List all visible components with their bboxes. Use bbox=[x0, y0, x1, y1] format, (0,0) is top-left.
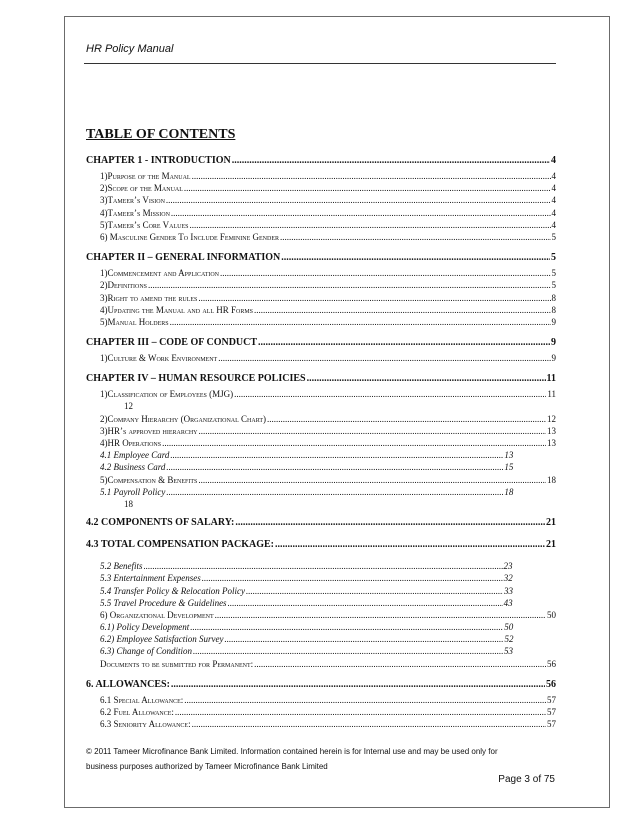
toc-entry-title: 3)Tameer’s Vision bbox=[100, 195, 165, 206]
toc-entry-title: 3)HR’s approved hierarchy bbox=[100, 425, 198, 436]
toc-entry-page: 4 bbox=[551, 207, 556, 218]
toc-entry-page: 53 bbox=[504, 646, 513, 657]
toc-entry-title: 6) Organizational Development bbox=[100, 609, 214, 620]
toc-dot-leader bbox=[281, 249, 550, 267]
toc-entry-page: 4 bbox=[551, 155, 556, 166]
toc-chapter-entry[interactable] bbox=[86, 514, 556, 532]
toc-entry-page: 5 bbox=[551, 280, 556, 291]
toc-entry-title: 5)Tameer’s Core Values bbox=[100, 219, 189, 230]
toc-entry-title: 5.4 Transfer Policy & Relocation Policy bbox=[100, 585, 245, 596]
toc-entry-title: 5.1 Payroll Policy bbox=[100, 486, 166, 497]
toc-section-entry[interactable] bbox=[86, 486, 556, 498]
toc-section-entry[interactable] bbox=[86, 706, 556, 718]
toc-dot-leader bbox=[175, 706, 546, 718]
toc-chapter-entry[interactable] bbox=[86, 249, 556, 267]
toc-entry-page: 4 bbox=[551, 219, 556, 230]
toc-dot-leader bbox=[166, 486, 503, 498]
toc-section-entry[interactable] bbox=[86, 621, 556, 633]
toc-entry-title: 1)Purpose of the Manual bbox=[100, 171, 191, 181]
copyright-notice bbox=[86, 744, 556, 774]
toc-entry-title: 4.3 TOTAL COMPENSATION PACKAGE: bbox=[86, 539, 274, 551]
toc-section-entry[interactable] bbox=[86, 425, 556, 437]
toc-dot-leader bbox=[166, 194, 551, 206]
toc-dot-leader bbox=[280, 231, 551, 243]
toc-dot-leader bbox=[254, 304, 550, 316]
toc-entry-page: 18 bbox=[547, 474, 556, 485]
toc-section-entry[interactable] bbox=[86, 645, 556, 657]
toc-dot-leader bbox=[162, 437, 546, 449]
toc-entry-page: 52 bbox=[504, 634, 514, 645]
toc-dot-leader bbox=[193, 645, 503, 657]
toc-entry-title: 2)Definitions bbox=[100, 280, 147, 291]
toc-section-entry[interactable] bbox=[86, 572, 556, 584]
toc-section-entry[interactable] bbox=[86, 718, 556, 730]
toc-continuation-page: 18 bbox=[124, 498, 133, 509]
toc-section-entry[interactable] bbox=[86, 560, 556, 572]
toc-section-entry[interactable] bbox=[86, 633, 556, 645]
toc-section-entry[interactable] bbox=[86, 170, 556, 182]
toc-dot-leader bbox=[148, 279, 551, 291]
toc-entry-page: 21 bbox=[546, 517, 556, 529]
toc-entry-page: 5 bbox=[551, 231, 556, 242]
toc-chapter-entry[interactable] bbox=[86, 334, 556, 352]
toc-entry-title: 4)Updating the Manual and all HR Forms bbox=[100, 304, 254, 315]
toc-dot-leader bbox=[228, 597, 503, 609]
toc-entry-title: Documents to be submitted for Permanent: bbox=[100, 658, 254, 669]
toc-entry-page: 12 bbox=[547, 413, 556, 424]
toc-dot-leader bbox=[190, 621, 503, 633]
toc-continuation-page: 12 bbox=[124, 401, 133, 412]
toc-section-entry[interactable] bbox=[86, 461, 556, 473]
toc-entry-title: 4.2 COMPONENTS OF SALARY: bbox=[86, 517, 235, 529]
toc-section-entry[interactable] bbox=[86, 279, 556, 291]
toc-dot-leader bbox=[234, 388, 546, 400]
toc-section-entry[interactable] bbox=[86, 437, 556, 449]
toc-entry-page: 50 bbox=[504, 622, 514, 633]
toc-entry-page: 33 bbox=[503, 585, 513, 596]
toc-dot-leader bbox=[198, 292, 550, 304]
toc-entry-title: 1)Commencement and Application bbox=[100, 268, 220, 279]
toc-entry-title: 4)Tameer’s Mission bbox=[100, 207, 170, 218]
toc-entry-title: 1)Culture & Work Environment bbox=[100, 353, 218, 364]
toc-entry-title: 6.2 Fuel Allowance: bbox=[100, 707, 174, 717]
copyright-line-2: business purposes authorized by Tameer Microfinance Bank Limited bbox=[86, 762, 328, 771]
toc-section-entry[interactable] bbox=[86, 292, 556, 304]
toc-section-entry[interactable] bbox=[86, 219, 556, 231]
toc-entry-title: 1)Classification of Employees (MJG) bbox=[100, 389, 234, 400]
copyright-line-1: © 2011 Tameer Microfinance Bank Limited. Information contained herein is for Internal use and may be used only for bbox=[86, 747, 498, 756]
toc-dot-leader bbox=[184, 694, 546, 706]
toc-dot-leader bbox=[199, 425, 546, 437]
toc-entry-title: 4)HR Operations bbox=[100, 438, 162, 448]
toc-section-entry[interactable] bbox=[86, 194, 556, 206]
toc-entry-page: 5 bbox=[551, 252, 556, 264]
toc-section-entry[interactable] bbox=[86, 609, 556, 621]
toc-entry-title: 5.5 Travel Procedure & Guidelines bbox=[100, 597, 227, 608]
toc-section-entry[interactable] bbox=[86, 449, 556, 461]
toc-entry-page: 23 bbox=[503, 561, 513, 572]
toc-entry-page: 57 bbox=[547, 707, 556, 717]
toc-chapter-entry[interactable] bbox=[86, 536, 556, 554]
toc-entry-page: 9 bbox=[551, 353, 556, 364]
toc-chapter-entry[interactable] bbox=[86, 370, 556, 388]
toc-entry-page: 13 bbox=[504, 450, 514, 461]
toc-entry-title: 6) Masculine Gender To Include Feminine Gender bbox=[100, 231, 279, 242]
toc-dot-leader bbox=[144, 560, 503, 572]
toc-entry-page: 15 bbox=[504, 462, 514, 473]
toc-dot-leader bbox=[202, 572, 503, 584]
toc-dot-leader bbox=[184, 182, 551, 194]
toc-entry-title: CHAPTER IV – HUMAN RESOURCE POLICIES bbox=[86, 373, 306, 385]
toc-entry-title: CHAPTER 1 - INTRODUCTION bbox=[86, 155, 231, 166]
toc-entry-title: 5.2 Benefits bbox=[100, 561, 143, 572]
toc-entry-title: 3)Right to amend the rules bbox=[100, 292, 198, 303]
toc-section-entry[interactable] bbox=[86, 316, 556, 328]
toc-entry-title: 6.1) Policy Development bbox=[100, 622, 190, 633]
toc-section-entry[interactable] bbox=[86, 658, 556, 670]
toc-dot-leader bbox=[220, 267, 550, 279]
toc-chapter-entry[interactable] bbox=[86, 676, 556, 694]
toc-dot-leader bbox=[254, 658, 546, 670]
toc-dot-leader bbox=[166, 461, 503, 473]
toc-dot-leader bbox=[246, 585, 503, 597]
toc-entry-title: 6.3 Seniority Allowance: bbox=[100, 719, 191, 730]
toc-dot-leader bbox=[171, 207, 551, 219]
toc-dot-leader bbox=[198, 474, 546, 486]
toc-section-entry[interactable] bbox=[86, 585, 556, 597]
toc-entry-page: 9 bbox=[551, 337, 556, 349]
page-number: Page 3 of 75 bbox=[498, 774, 555, 785]
toc-entry-page: 21 bbox=[546, 539, 556, 551]
toc-entry-title: 2)Scope of the Manual bbox=[100, 183, 183, 194]
toc-section-entry[interactable] bbox=[86, 182, 556, 194]
toc-entry-page: 18 bbox=[504, 486, 514, 497]
toc-entry-page: 57 bbox=[547, 694, 556, 705]
toc-entry-title: 6.2) Employee Satisfaction Survey bbox=[100, 634, 224, 645]
toc-entry-title: CHAPTER III – CODE OF CONDUCT bbox=[86, 337, 258, 349]
toc-entry-title: 6. ALLOWANCES: bbox=[86, 678, 170, 690]
toc-section-entry[interactable] bbox=[86, 304, 556, 316]
toc-section-entry[interactable] bbox=[86, 267, 556, 279]
toc-section-entry[interactable] bbox=[86, 474, 556, 486]
toc-entry-title: 2)Company Hierarchy (Organizational Chart) bbox=[100, 413, 266, 424]
toc-dot-leader bbox=[192, 718, 546, 730]
toc-entry-page: 4 bbox=[551, 183, 556, 194]
toc-entry-page: 13 bbox=[547, 425, 556, 436]
toc-section-entry[interactable] bbox=[86, 413, 556, 425]
toc-chapter-entry[interactable] bbox=[86, 152, 556, 170]
toc-entry-title: 5.3 Entertainment Expenses bbox=[100, 573, 201, 584]
toc-section-entry[interactable] bbox=[86, 352, 556, 364]
toc-section-entry[interactable] bbox=[86, 231, 556, 243]
toc-dot-leader bbox=[275, 536, 545, 554]
toc-title: TABLE OF CONTENTS bbox=[86, 127, 236, 142]
toc-dot-leader bbox=[170, 449, 503, 461]
toc-section-entry[interactable] bbox=[86, 207, 556, 219]
toc-entry-page: 4 bbox=[551, 195, 556, 206]
toc-entry-page: 57 bbox=[547, 719, 556, 730]
toc-entry-page: 56 bbox=[546, 678, 556, 690]
toc-section-entry[interactable] bbox=[86, 597, 556, 609]
toc-dot-leader bbox=[218, 352, 550, 364]
toc-entry-page: 8 bbox=[551, 304, 556, 315]
toc-entry-title: 5)Manual Holders bbox=[100, 316, 169, 327]
toc-dot-leader bbox=[170, 316, 551, 328]
header-rule bbox=[84, 63, 556, 64]
toc-entry-page: 11 bbox=[547, 389, 556, 400]
toc-dot-leader bbox=[235, 514, 545, 532]
toc-dot-leader bbox=[190, 219, 551, 231]
page-header: HR Policy Manual bbox=[86, 43, 174, 55]
toc-section-entry[interactable] bbox=[86, 694, 556, 706]
toc-entry-page: 13 bbox=[547, 438, 556, 448]
toc-entry-page: 32 bbox=[503, 573, 513, 584]
toc-entry-page: 11 bbox=[546, 373, 556, 385]
toc-entry-page: 8 bbox=[551, 292, 556, 303]
toc-entry-page: 43 bbox=[503, 597, 513, 608]
toc-entry-page: 5 bbox=[551, 268, 556, 279]
toc-section-entry[interactable] bbox=[86, 388, 556, 400]
toc-entry-title: 6.1 Special Allowance: bbox=[100, 694, 184, 705]
toc-dot-leader bbox=[224, 633, 503, 645]
toc-entry-title: 4.2 Business Card bbox=[100, 462, 166, 473]
table-of-contents bbox=[86, 152, 556, 730]
toc-entry-page: 4 bbox=[551, 171, 556, 181]
toc-dot-leader bbox=[232, 152, 550, 170]
toc-entry-title: 6.3) Change of Condition bbox=[100, 646, 192, 657]
toc-dot-leader bbox=[307, 370, 546, 388]
toc-entry-page: 56 bbox=[547, 658, 556, 669]
toc-entry-title: 5)Compensation & Benefits bbox=[100, 474, 198, 485]
toc-dot-leader bbox=[192, 170, 551, 182]
toc-dot-leader bbox=[215, 609, 546, 621]
toc-dot-leader bbox=[258, 334, 550, 352]
toc-entry-title: 4.1 Employee Card bbox=[100, 450, 170, 461]
toc-entry-title: CHAPTER II – GENERAL INFORMATION bbox=[86, 252, 281, 264]
toc-entry-page: 9 bbox=[551, 316, 556, 327]
toc-dot-leader bbox=[267, 413, 546, 425]
toc-entry-page: 50 bbox=[547, 609, 556, 620]
toc-dot-leader bbox=[171, 676, 545, 694]
